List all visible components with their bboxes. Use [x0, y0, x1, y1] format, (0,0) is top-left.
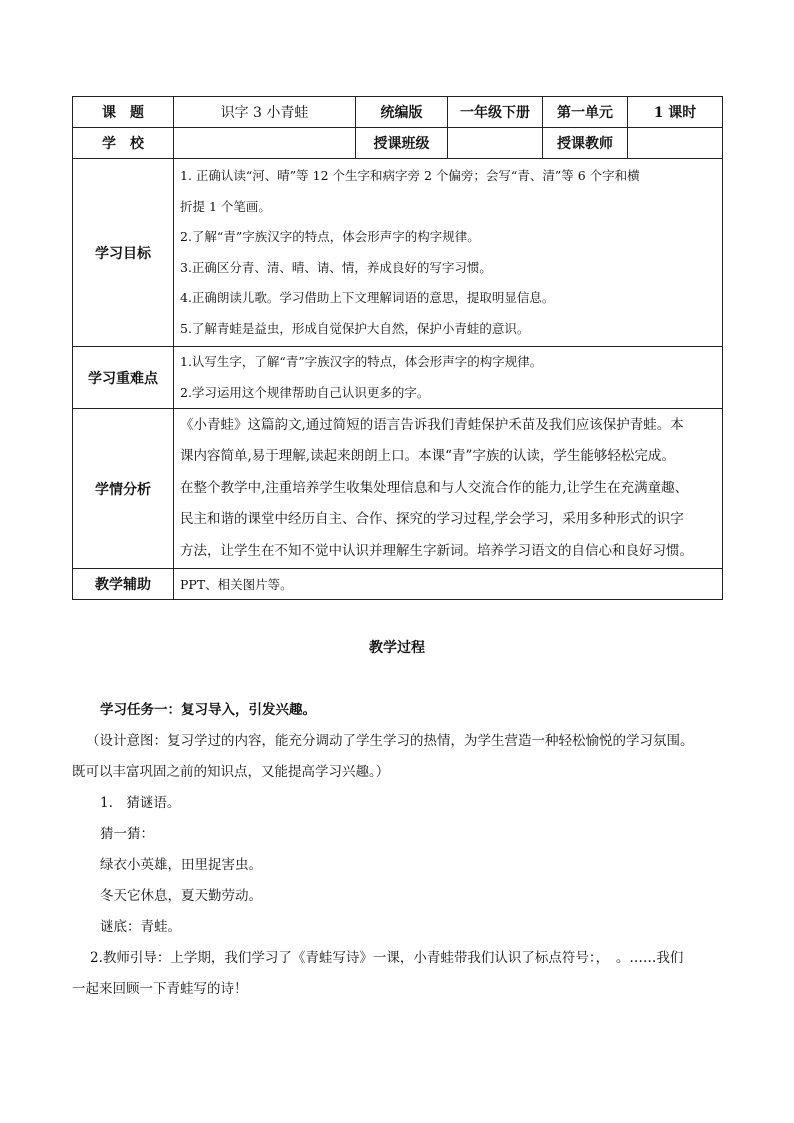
design-intent-line: 既可以丰富巩固之前的知识点，又能提高学习兴趣。） — [72, 764, 390, 780]
analysis-line: 《小青蛙》这篇韵文,通过简短的语言告诉我们青蛙保护禾苗及我们应该保护青蛙。本 — [180, 416, 684, 433]
objective-line: 1. 正确认读“河、晴”等 12 个生字和病字旁 2 个偏旁；会写“青、清”等 6 个字和横 — [180, 168, 640, 183]
table-row-analysis — [73, 409, 723, 569]
design-intent-line: （设计意图：复习学过的内容，能充分调动了学生学习的热情，为学生营造一种轻松愉悦的学习氛围。 — [86, 733, 694, 749]
analysis-line: 在整个教学中,注重培养学生收集处理信息和与人交流合作的能力,让学生在充满童趣、 — [180, 479, 689, 496]
key-points-label: 学习重难点 — [73, 347, 174, 409]
analysis-content — [174, 409, 723, 569]
edition: 统编版 — [356, 97, 448, 128]
objectives-content — [174, 159, 723, 347]
paragraph: 2.教师引导：上学期，我们学习了《青蛙写诗》一课，小青蛙带我们认识了标点符号：， 。……我们 — [90, 950, 684, 966]
paragraph: 猜一猜： — [100, 826, 154, 842]
analysis-line: 课内容简单,易于理解,读起来朗朗上口。本课“青”字族的认读，学生能够轻松完成。 — [180, 448, 675, 465]
objective-line: 折提 1 个笔画。 — [180, 198, 271, 214]
section-title: 教学过程 — [369, 640, 425, 656]
teacher-label: 授课教师 — [543, 128, 628, 159]
school-label: 学 校 — [73, 128, 174, 159]
teacher-value — [628, 128, 723, 159]
analysis-line: 民主和谐的课堂中经历自主、合作、探究的学习过程,学会学习，采用多种形式的识字 — [180, 511, 684, 528]
analysis-line: 方法，让学生在不知不觉中认识并理解生字新词。培养学习语文的自信心和良好习惯。 — [180, 542, 693, 559]
table-row-title — [73, 97, 723, 128]
table-row-school — [73, 128, 723, 159]
aids-label: 教学辅助 — [73, 569, 174, 600]
riddle-line: 冬天它休息，夏天勤劳动。 — [100, 888, 262, 904]
school-value — [174, 128, 356, 159]
lesson-label: 课 题 — [73, 97, 174, 128]
table-row-aids — [73, 569, 723, 600]
class-hours: 1 课时 — [628, 97, 723, 128]
key-points-content — [174, 347, 723, 409]
table-row-key-points — [73, 347, 723, 409]
analysis-label: 学情分析 — [73, 409, 174, 569]
aids-value: PPT、相关图片等。 — [174, 569, 723, 600]
lesson-info-table — [72, 96, 723, 600]
table-row-objectives — [73, 159, 723, 347]
key-point-line: 1.认写生字，了解“青”字族汉字的特点，体会形声字的构字规律。 — [180, 354, 543, 369]
paragraph: 一起来回顾一下青蛙写的诗！ — [72, 981, 248, 997]
lesson-title: 识字 3 小青蛙 — [174, 97, 356, 128]
class-label: 授课班级 — [356, 128, 448, 159]
class-value — [448, 128, 543, 159]
task-heading: 学习任务一：复习导入，引发兴趣。 — [100, 702, 316, 718]
process-body — [72, 695, 752, 1005]
unit: 第一单元 — [543, 97, 628, 128]
grade: 一年级下册 — [448, 97, 543, 128]
objective-line: 4.正确朗读儿歌。学习借助上下文理解词语的意思，提取明显信息。 — [180, 290, 555, 305]
objective-line: 5.了解青蛙是益虫，形成自觉保护大自然，保护小青蛙的意识。 — [180, 320, 530, 336]
objective-line: 3.正确区分青、清、晴、请、情，养成良好的写字习惯。 — [180, 259, 492, 275]
objectives-label: 学习目标 — [73, 159, 174, 347]
step-heading: 1. 猜谜语。 — [100, 795, 181, 811]
key-point-line: 2.学习运用这个规律帮助自己认识更多的字。 — [180, 384, 430, 400]
riddle-line: 绿衣小英雄，田里捉害虫。 — [100, 857, 262, 873]
riddle-answer: 谜底：青蛙。 — [100, 919, 181, 935]
objective-line: 2.了解“青”字族汉字的特点，体会形声字的构字规律。 — [180, 229, 480, 244]
